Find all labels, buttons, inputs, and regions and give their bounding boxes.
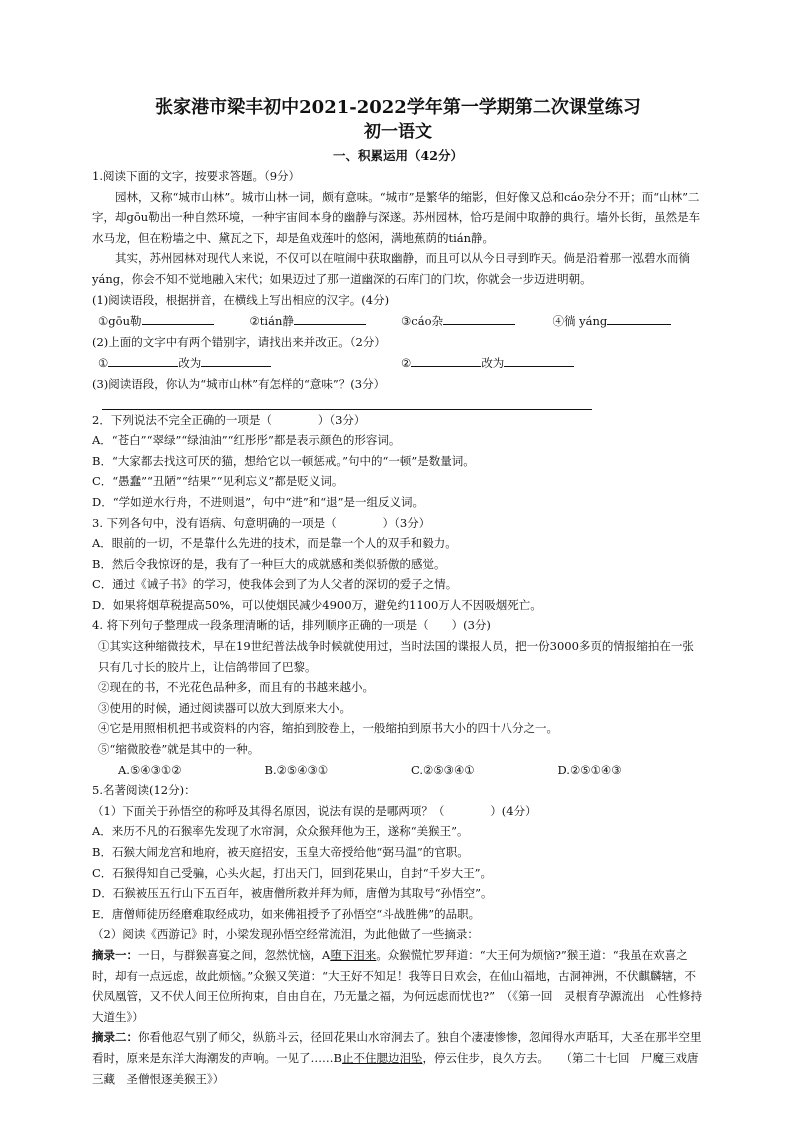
q5-option-b: B．石猴大闹龙宫和地府，被天庭招安，玉皇大帝授给他“弼马温”的官职。 [92,845,469,859]
q3-option-a: A．眼前的一切，不是靠什么先进的技术，而是靠一个人的双手和毅力。 [92,536,457,551]
answer-blank[interactable] [108,352,178,367]
excerpt-1-label: 摘录一： [92,947,138,962]
page-subtitle: 初一语文 [364,122,432,142]
q5-excerpt-2: 摘录二：你看他忍气别了师父，纵筋斗云，径回花果山水帘洞去了。独自个凄凄惨惨，忽闻得水声聒耳，大圣在那半空里看时，原来是东洋大海潮发的声响。一见了……B止不住腮边泪坠，停云住步，良久方去。 （第二十七回 尸魔三戏唐三藏 圣僧恨逐美猴王》） [92,1030,702,1086]
answer-blank[interactable] [504,352,574,367]
q4-sentence-5: ⑤“缩微胶卷”就是其中的一种。 [98,742,260,757]
q3-option-c: C．通过《诫子书》的学习，使我体会到了为人父者的深切的爱子之情。 [92,577,458,592]
q5-option-d: D．石猴被压五行山下五百年，被唐僧所救并拜为师，唐僧为其取号“孙悟空”。 [92,886,493,901]
page-title: 张家港市梁丰初中2021-2022学年第一学期第二次课堂练习 [155,97,641,118]
q1-sub1: (1)阅读语段，根据拼音，在横线上写出相应的汉字。(4分) [92,292,390,307]
q5-stem: 5.名著阅读(12分)： [92,783,196,798]
q4-sentence-2: ②现在的书，不光花色品种多，而且有的书越来越小。 [98,680,374,695]
q4-stem: 4. 将下列句子整理成一段条理清晰的话，排列顺序正确的一项是（ ）(3分) [92,618,491,633]
q4-sentence-4: ④它是用照相机把书或资料的内容，缩拍到胶卷上，一般缩拍到原书大小的四十八分之一。 [98,721,558,736]
underlined-phrase-b: 止不住腮边泪坠 [341,1050,423,1065]
q2-option-c: C．“愚蠢”“丑陋”“结果”“见利忘义”都是贬义词。 [92,474,344,489]
q2-stem: 2．下列说法不完全正确的一项是（ ）（3分） [92,412,366,427]
q3-stem: 3. 下列各句中，没有语病、句意明确的一项是（ ）（3分） [92,515,431,530]
answer-blank[interactable] [411,352,481,367]
pinyin-item: ①gōu勒 [98,310,250,332]
q4-option-c[interactable]: C.②⑤③④① [411,762,475,777]
q2-option-a: A．“苍白”“翠绿”“绿油油”“红彤彤”都是表示颜色的形容词。 [92,433,401,448]
answer-blank[interactable] [443,310,515,325]
pinyin-item: ②tián静 [250,310,402,332]
exam-page [92,96,704,1089]
q1-pinyin-row [92,310,704,332]
answer-blank[interactable] [294,310,366,325]
q4-option-b[interactable]: B.②⑤④③① [264,762,329,777]
q5-sub1: （1）下面关于孙悟空的称呼及其得名原因，说法有误的是哪两项？（ ）(4分） [92,803,537,818]
q5-excerpt-1: 摘录一：一日，与群猴喜宴之间，忽然忧恼，A堕下泪来。众猴慌忙罗拜道：“大王何为烦恼?”猴王道：“我虽在欢喜之时，却有一点远虑，故此烦恼。”众猴又笑道：“大王好不知足！我等日日欢会，在仙山福地，古洞神洲，不伏麒麟辖，不伏凤凰管，又不伏人间王位所拘束，自由自在，乃无量之福，为何远虑而忧也?” （《第一回 灵根育孕源流出 心性修持大道生》） [92,947,703,1024]
section-heading: 一、积累运用（42分） [333,148,463,163]
q1-paragraph-1: 园林，又称“城市山林”。城市山林一词，颇有意味。“城市”是繁华的缩影，但好像又总和cáo杂分不开；而“山林”二字，却gōu勒出一种自然环境，一种宇宙间本身的幽静与深遂。苏州园林，恰巧是闹中取静的典行。墙外长街，虽然是车水马龙，但在粉墙之中、黛瓦之下，却是鱼戏莲叶的悠闲，满地蕉荫的tián静。 [92,189,701,245]
q2-option-d: D．“学如逆水行舟，不进则退”，句中“进”和“退”是一组反义词。 [92,494,424,509]
pinyin-item: ③cáo杂 [401,310,553,332]
q5-option-a: A．来历不凡的石猴率先发现了水帘洞，众众猴拜他为王，遂称“美猴王”。 [92,824,469,839]
q5-option-e: E．唐僧师徒历经磨难取经成功，如来佛祖授予了孙悟空“斗战胜佛”的品职。 [92,906,481,921]
underlined-phrase-a: 堕下泪来 [330,947,377,962]
answer-blank[interactable] [607,310,671,325]
answer-blank[interactable] [142,310,214,325]
q1-fix-row [92,352,704,374]
q5-option-c: C．石猴得知自己受骗，心头火起，打出天门，回到花果山，自封“千岁大王”。 [92,865,493,880]
q2-option-b: B．“大家都去找这可厌的猫，想给它以一顿惩戒。”句中的“一顿”是数量词。 [92,453,475,468]
fix-item-2: ② 改为 [401,352,704,374]
answer-blank[interactable] [201,352,271,367]
excerpt-2-label: 摘录二： [92,1030,138,1045]
q4-options [92,760,704,781]
q5-sub2: （2）阅读《西游记》时，小梁发现孙悟空经常流泪，为此他做了一些摘录： [92,927,479,942]
q1-sub2: (2)上面的文字中有两个错别字，请找出来并改正。（2分） [92,334,386,349]
q1-stem: 1.阅读下面的文字，按要求答题。（9分） [92,169,301,183]
q4-sentence-1: ①其实这种缩微技术，早在19世纪普法战争时候就使用过，当时法国的谍报人员，把一份3000多页的情报缩拍在一张只有几寸长的胶片上，让信鸽带回了巴黎。 [98,639,694,674]
q4-option-d[interactable]: D.②⑤①④③ [557,762,622,777]
answer-line[interactable] [102,395,592,410]
q4-option-a[interactable]: A.⑤④③①② [118,762,182,777]
q1-paragraph-2: 其实，苏州园林对现代人来说，不仅可以在喧闹中获取幽静，而且可以从今日寻到昨天。倘是沿着那一泓碧水而徜yáng，你会不知不觉地融入宋代；如果迈过了那一道幽深的石库门的门坎，你就会一步迈进明朝。 [92,251,690,286]
q1-sub3: (3)阅读语段，你认为“城市山林”有怎样的“意味”？(3分） [92,376,386,391]
q4-sentence-3: ③使用的时候，通过阅读器可以放大到原来大小。 [98,700,351,715]
q3-option-d: D．如果将烟草税提高50%，可以使烟民减少4900万，避免约1100万人不因吸烟死亡。 [92,597,542,612]
q3-option-b: B．然后令我惊讶的是，我有了一种巨大的成就感和类似骄傲的感觉。 [92,556,446,571]
fix-item-1: ① 改为 [98,352,401,374]
pinyin-item: ④徜 yáng [553,310,705,332]
